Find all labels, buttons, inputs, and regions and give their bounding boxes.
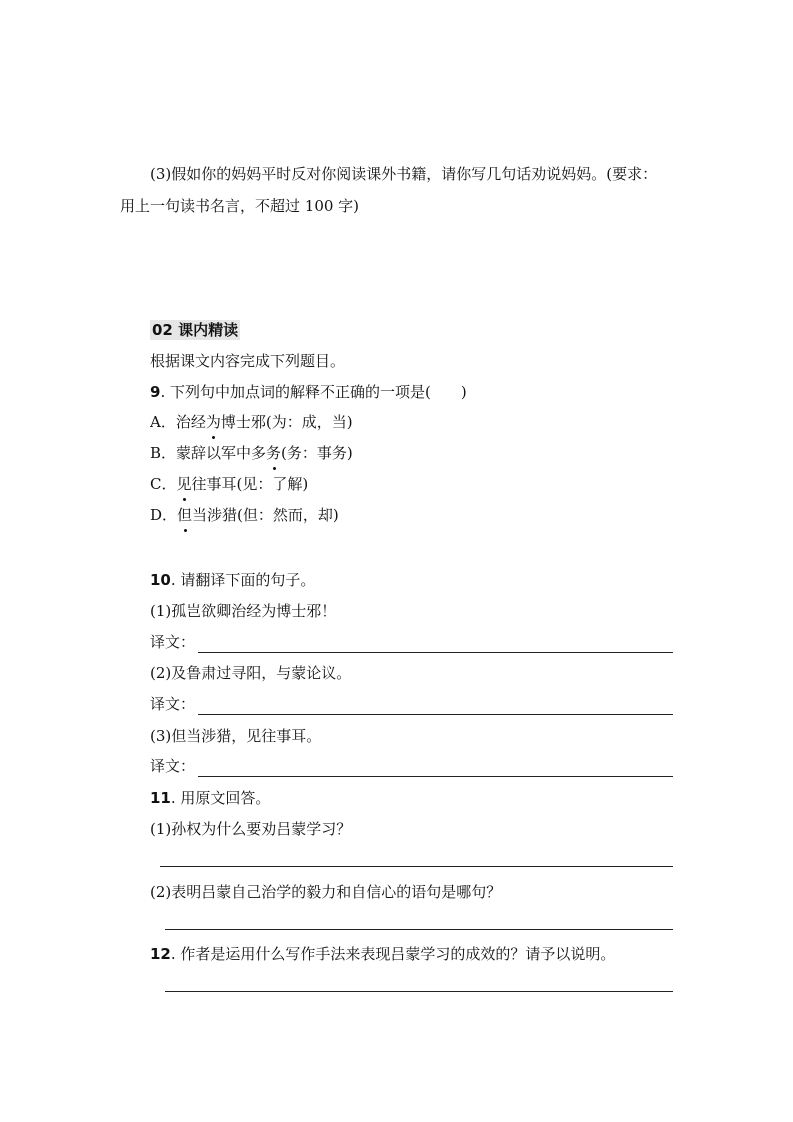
q10-answer-row-3 bbox=[150, 756, 673, 778]
section-instruction: 根据课文内容完成下列题目。 bbox=[150, 352, 346, 370]
q9-stem-text: . 下列句中加点词的解释不正确的一项是( ) bbox=[160, 383, 467, 401]
q11-answer-line-2[interactable] bbox=[165, 929, 673, 930]
q8-part3-line2: 用上一句读书名言，不超过 100 字) bbox=[120, 197, 360, 215]
q10-sentence-2: (2)及鲁肃过寻阳，与蒙论议。 bbox=[150, 664, 352, 682]
q11-item-2: (2)表明吕蒙自己治学的毅力和自信心的语句是哪句？ bbox=[150, 883, 502, 901]
q10-stem bbox=[150, 570, 315, 590]
section-title bbox=[150, 320, 240, 340]
q12-stem bbox=[150, 944, 615, 964]
q9-option-b-prefix: B．蒙辞以军中多 bbox=[150, 444, 267, 462]
q10-answer-label-3: 译文： bbox=[150, 757, 196, 775]
q9-option-a-dotted-word: 为 bbox=[205, 413, 221, 431]
q10-answer-line-1[interactable] bbox=[198, 652, 673, 653]
q9-option-d-dotted-word: 但 bbox=[177, 506, 193, 524]
q9-option-c-dotted-word: 见 bbox=[176, 475, 192, 493]
q9-option-a-prefix: A．治经 bbox=[150, 413, 206, 431]
q10-answer-label-2: 译文： bbox=[150, 695, 196, 713]
q9-option-a-rest: 博士邪(为：成，当) bbox=[220, 413, 353, 431]
q9-option-c bbox=[150, 474, 308, 494]
q10-sentence-3: (3)但当涉猎，见往事耳。 bbox=[150, 727, 322, 745]
q9-option-b bbox=[150, 443, 353, 463]
q10-answer-row-1 bbox=[150, 632, 673, 654]
q10-answer-line-2[interactable] bbox=[198, 714, 673, 715]
q11-answer-line-1[interactable] bbox=[160, 866, 673, 867]
q9-option-b-dotted-word: 务 bbox=[266, 444, 282, 462]
q10-answer-row-2 bbox=[150, 694, 673, 716]
q11-stem bbox=[150, 788, 270, 808]
q10-stem-text: . 请翻译下面的句子。 bbox=[170, 571, 316, 589]
q8-part3-line1: (3)假如你的妈妈平时反对你阅读课外书籍，请你写几句话劝说妈妈。(要求： bbox=[150, 165, 658, 183]
q10-sentence-1: (1)孤岂欲卿治经为博士邪！ bbox=[150, 602, 337, 620]
q11-item-1: (1)孙权为什么要劝吕蒙学习？ bbox=[150, 820, 352, 838]
q9-option-b-rest: (务：事务) bbox=[281, 444, 353, 462]
section-title-text: 02 课内精读 bbox=[152, 321, 239, 339]
q10-answer-line-3[interactable] bbox=[198, 776, 673, 777]
q9-option-c-prefix: C． bbox=[150, 475, 177, 493]
q9-option-d-rest: 当涉猎(但：然而，却) bbox=[192, 506, 339, 524]
q9-option-a bbox=[150, 412, 353, 432]
q12-number: 12 bbox=[150, 945, 171, 963]
q9-option-d bbox=[150, 505, 339, 525]
q11-stem-text: . 用原文回答。 bbox=[170, 789, 271, 807]
q12-answer-line[interactable] bbox=[165, 991, 673, 992]
q9-number: 9 bbox=[150, 383, 161, 401]
q10-answer-label-1: 译文： bbox=[150, 633, 196, 651]
q12-stem-text: . 作者是运用什么写作手法来表现吕蒙学习的成效的？请予以说明。 bbox=[170, 945, 616, 963]
q9-option-c-rest: 往事耳(见：了解) bbox=[191, 475, 309, 493]
q9-stem bbox=[150, 382, 467, 402]
q9-option-d-prefix: D． bbox=[150, 506, 178, 524]
q10-number: 10 bbox=[150, 571, 171, 589]
q11-number: 11 bbox=[150, 789, 171, 807]
